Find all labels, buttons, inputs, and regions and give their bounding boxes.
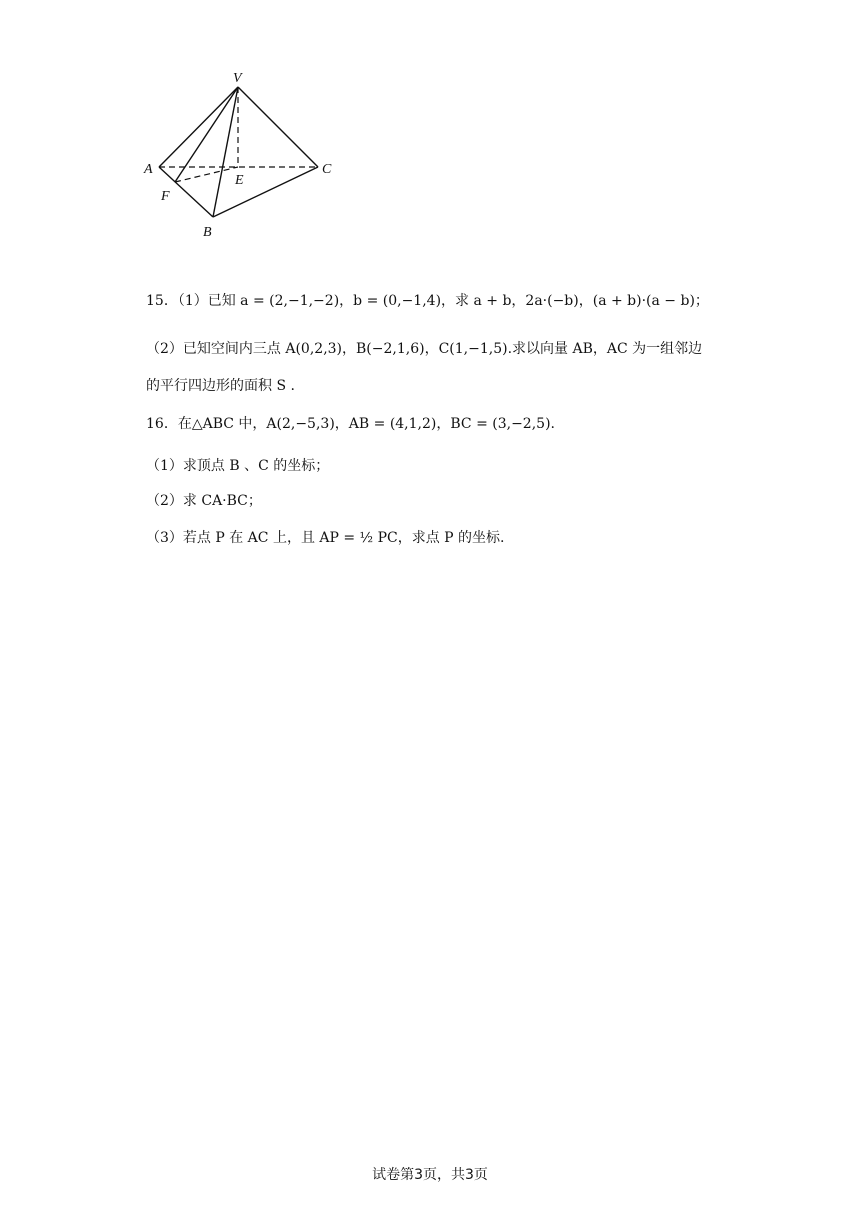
edge-VA — [159, 87, 238, 167]
edge-FE-hidden — [175, 167, 238, 182]
label-B: B — [203, 225, 212, 240]
edge-BC — [213, 167, 318, 217]
label-E: E — [235, 173, 244, 188]
page-footer: 试卷第3页，共3页 — [372, 1167, 488, 1183]
label-A: A — [144, 162, 153, 177]
q16-part3-text: （3）若点 P 在 AC 上，且 AP = ½ PC，求点 P 的坐标. — [146, 530, 505, 546]
q16-stem-text: 16．在△ABC 中，A(2,−5,3)，AB = (4,1,2)，BC = (3,−2,5). — [146, 416, 555, 432]
q15-part2-line1-text: （2）已知空间内三点 A(0,2,3)，B(−2,1,6)，C(1,−1,5).求以向量 AB，AC 为一组邻边 — [146, 341, 703, 357]
problem-16 — [0, 413, 860, 573]
problem-15 — [0, 290, 860, 400]
q15-part2-line2-text: 的平行四边形的面积 S . — [146, 378, 295, 394]
pyramid-figure — [130, 60, 360, 245]
pyramid-diagram — [130, 60, 360, 245]
label-F: F — [161, 189, 170, 204]
label-V: V — [233, 71, 242, 86]
q15-part1-text: 15．（1）已知 a = (2,−1,−2)，b = (0,−1,4)，求 a + b，2a·(−b)，(a + b)·(a − b)； — [146, 293, 709, 309]
edge-VC — [238, 87, 318, 167]
q16-part1-text: （1）求顶点 B 、C 的坐标； — [146, 458, 330, 474]
q16-part2-text: （2）求 CA·BC； — [146, 493, 262, 509]
label-C: C — [322, 162, 332, 177]
